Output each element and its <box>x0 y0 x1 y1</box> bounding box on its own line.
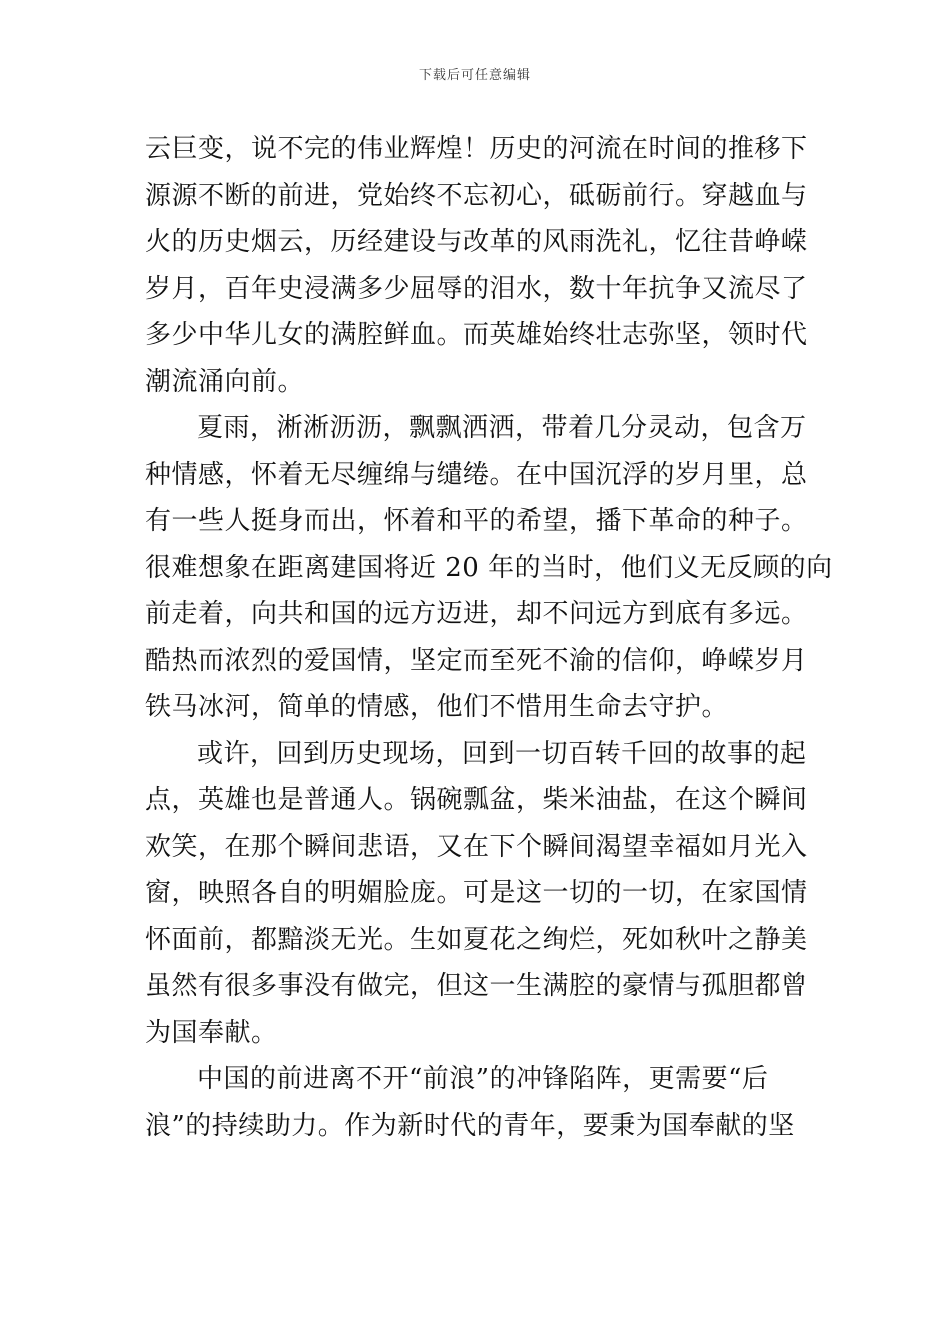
text-line-first: 或许，回到历史现场，回到一切百转千回的故事的起 <box>197 738 807 769</box>
paragraph-2 <box>145 405 833 731</box>
text-line: 潮流涌向前。 <box>145 366 305 397</box>
document-body <box>145 126 833 1149</box>
text-line: 欢笑，在那个瞬间悲语，又在下个瞬间渴望幸福如月光入 <box>145 831 808 862</box>
text-line: 浪”的持续助力。作为新时代的青年，要秉为国奉献的坚 <box>145 1110 795 1141</box>
text-line: 虽然有很多事没有做完，但这一生满腔的豪情与孤胆都曾 <box>145 971 808 1001</box>
page-header: 下载后可任意编辑 <box>418 68 531 83</box>
text-line: 多少中华儿女的满腔鲜血。而英雄始终壮志弥坚，领时代 <box>145 320 808 350</box>
text-line: 为国奉献。 <box>145 1017 278 1048</box>
text-line: 种情感，怀着无尽缠绵与缱绻。在中国沉浮的岁月里，总 <box>145 459 808 490</box>
paragraph-1 <box>145 126 807 405</box>
paragraph-3 <box>145 731 807 1057</box>
text-line-first: 夏雨，淅淅沥沥，飘飘洒洒，带着几分灵动，包含万 <box>197 413 807 443</box>
text-line: 岁月，百年史浸满多少屈辱的泪水，数十年抗争又流尽了 <box>145 273 808 304</box>
text-line: 源源不断的前进，党始终不忘初心，砥砺前行。穿越血与 <box>145 180 808 211</box>
text-line: 窗，映照各自的明媚脸庞。可是这一切的一切，在家国情 <box>145 878 808 908</box>
text-line: 怀面前，都黯淡无光。生如夏花之绚烂，死如秋叶之静美 <box>145 924 808 955</box>
text-line: 前走着，向共和国的远方迈进，却不问远方到底有多远。 <box>145 599 808 629</box>
paragraph-4 <box>145 1056 807 1149</box>
text-line: 点，英雄也是普通人。锅碗瓢盆，柴米油盐，在这个瞬间 <box>145 785 808 815</box>
text-line: 铁马冰河，简单的情感，他们不惜用生命去守护。 <box>145 692 729 722</box>
text-line-first: 中国的前进离不开“前浪”的冲锋陷阵，更需要“后 <box>197 1064 769 1094</box>
text-line: 有一些人挺身而出，怀着和平的希望，播下革命的种子。 <box>145 506 808 536</box>
text-line: 火的历史烟云，历经建设与改革的风雨洗礼，忆往昔峥嵘 <box>145 227 808 257</box>
text-line: 很难想象在距离建国将近 20 年的当时，他们义无反顾的向 <box>145 552 833 583</box>
text-line: 云巨变，说不完的伟业辉煌！历史的河流在时间的推移下 <box>145 134 808 164</box>
text-line: 酷热而浓烈的爱国情，坚定而至死不渝的信仰，峥嵘岁月 <box>145 645 808 676</box>
